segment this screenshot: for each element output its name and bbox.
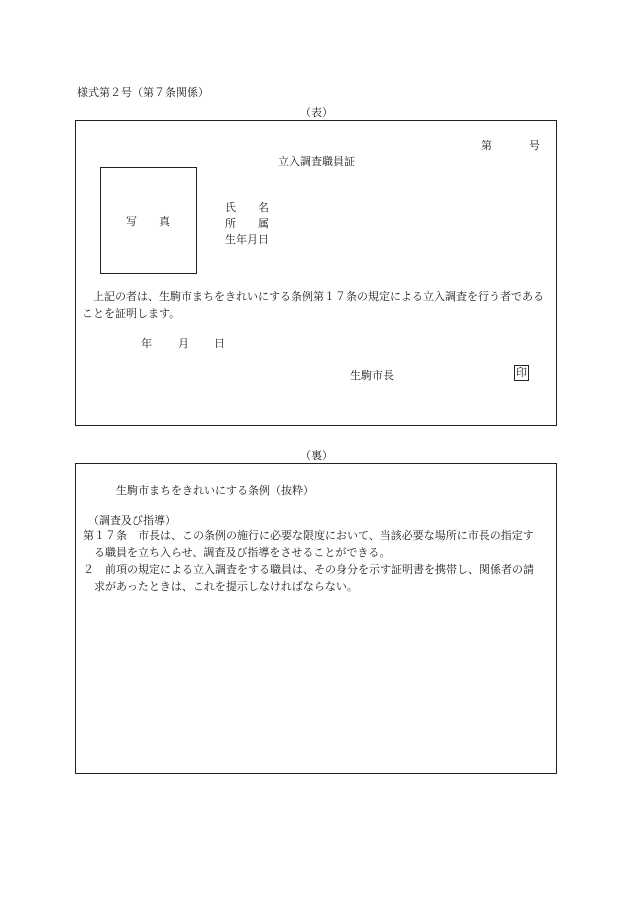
- seal-mark: 印: [516, 366, 527, 379]
- date-month: 月: [178, 337, 189, 350]
- ordinance-title: 生駒市まちをきれいにする条例（抜粋）: [116, 484, 314, 497]
- section-heading: （調査及び指導）: [88, 514, 176, 527]
- field-name: 氏 名: [225, 201, 269, 214]
- article-17-paragraph-2: ２ 前項の規定による立入調査をする職員は、その身分を示す証明書を携帯し、関係者の請求があったときは、これを提示しなければならない。: [83, 563, 534, 593]
- photo-label: 写 真: [126, 215, 170, 228]
- field-birthdate: 生年月日: [225, 233, 269, 246]
- certification-text: 上記の者は、生駒市まちをきれいにする条例第１７条の規定による立入調査を行う者であることを証明します。: [82, 290, 544, 320]
- back-label: （裏）: [300, 449, 333, 462]
- back-card: [75, 463, 557, 774]
- issuer: 生駒市長: [350, 369, 394, 382]
- article-17: 第１７条 市長は、この条例の施行に必要な限度において、当該必要な場所に市長の指定する職員を立ち入らせ、調査及び指導をさせることができる。: [83, 529, 534, 559]
- photo-box: [100, 167, 197, 274]
- form-number: 様式第２号（第７条関係）: [77, 86, 209, 99]
- card-number-suffix: 号: [529, 139, 540, 152]
- front-label: （表）: [300, 106, 333, 119]
- date-day: 日: [214, 337, 225, 350]
- field-affiliation: 所 属: [225, 217, 269, 230]
- card-number-prefix: 第: [481, 139, 492, 152]
- front-card: [75, 120, 557, 426]
- date-year: 年: [141, 337, 152, 350]
- card-title: 立入調査職員証: [278, 155, 355, 168]
